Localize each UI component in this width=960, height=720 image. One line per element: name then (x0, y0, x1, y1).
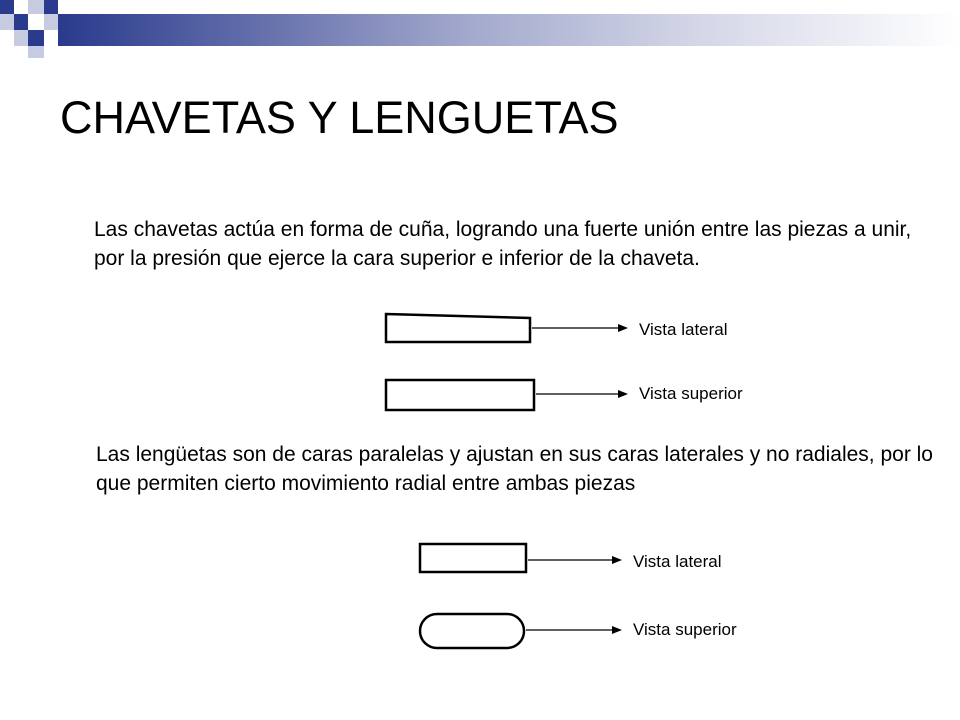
deco-square (0, 0, 14, 14)
wedge-shape (386, 314, 530, 342)
lengueta-superior-label: Vista superior (633, 620, 737, 639)
rounded-slot-shape (420, 614, 524, 648)
deco-square (0, 14, 14, 30)
header-decoration (0, 0, 960, 60)
chaveta-superior-figure (380, 374, 630, 416)
chaveta-lateral-label: Vista lateral (639, 320, 728, 339)
rectangle-shape (386, 380, 534, 410)
deco-square (28, 30, 44, 46)
deco-square (14, 30, 28, 46)
chaveta-lateral-figure (380, 308, 630, 348)
arrow-head-icon (618, 390, 628, 398)
lenguetas-paragraph: Las lengüetas son de caras paralelas y ajustan en sus caras laterales y no radiales, por lo que permiten cierto movimiento radial entre ambas piezas (96, 443, 933, 495)
deco-square (14, 14, 28, 30)
lengueta-lateral-label: Vista lateral (633, 552, 722, 571)
deco-square (44, 30, 58, 46)
rectangle-shape (420, 544, 526, 572)
chaveta-superior-label: Vista superior (639, 384, 743, 403)
deco-square (44, 14, 58, 30)
deco-square (28, 14, 44, 30)
deco-square (44, 0, 58, 14)
chavetas-paragraph: Las chavetas actúa en forma de cuña, logrando una fuerte unión entre las piezas a unir, por la presión que ejerce la cara superior e inferior de la chaveta. (94, 218, 912, 270)
deco-square (14, 0, 28, 14)
arrow-head-icon (612, 556, 622, 564)
header-gradient-band (58, 14, 960, 46)
deco-square (28, 0, 44, 14)
lengueta-superior-figure (414, 608, 626, 654)
slide-title: CHAVETAS Y LENGUETAS (60, 92, 619, 143)
arrow-head-icon (612, 626, 622, 634)
deco-square (28, 46, 44, 58)
lengueta-lateral-figure (414, 538, 626, 580)
arrow-head-icon (618, 324, 628, 332)
